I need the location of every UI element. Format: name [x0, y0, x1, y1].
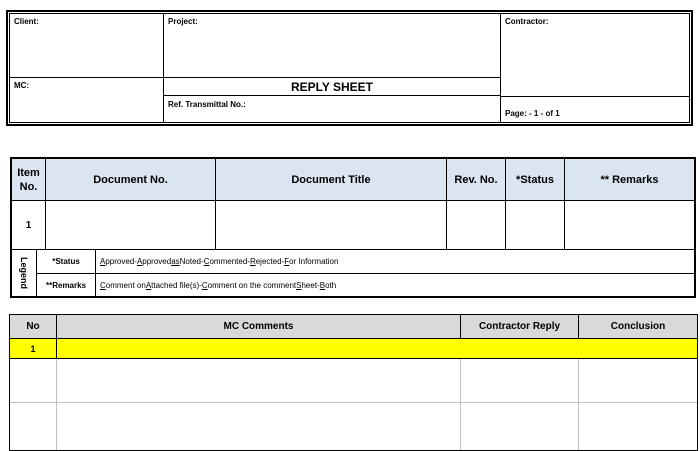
legend-remarks-initial: B [319, 280, 326, 290]
client-label: Client: [14, 17, 39, 26]
col-header-rev-no: Rev. No. [447, 159, 506, 201]
comment-row-2-contractor-reply[interactable] [461, 359, 579, 403]
comment-row-2-mc-comment[interactable] [57, 359, 461, 403]
legend-remarks-text: ttached file(s) [151, 280, 200, 290]
comment-row-2-no[interactable] [10, 359, 57, 403]
status-cell[interactable] [506, 201, 565, 250]
col-header-document-title: Document Title [216, 159, 447, 201]
item-no-cell[interactable]: 1 [12, 201, 46, 250]
transmittal-label: Ref. Transmittal No.: [168, 100, 246, 109]
legend-status-text: ejected [255, 257, 282, 266]
remarks-cell[interactable] [565, 201, 694, 250]
legend-status-text: pproved [142, 257, 172, 266]
comment-row-2-conclusion[interactable] [579, 359, 697, 403]
col-header-item-no: Item No. [12, 159, 46, 201]
legend-remarks-initial: C [100, 280, 106, 290]
legend-remarks-separator: - [317, 280, 320, 290]
legend-label: Legend [19, 256, 30, 290]
legend-label-cell [12, 250, 37, 296]
mc-label: MC: [14, 81, 30, 90]
col-header-contractor-reply: Contractor Reply [461, 315, 579, 339]
document-items-table [10, 157, 696, 298]
legend-remarks-initial: S [296, 280, 302, 290]
page-of: of [545, 109, 554, 118]
document-no-cell[interactable] [46, 201, 216, 250]
comment-row-3-conclusion[interactable] [579, 403, 697, 450]
col-header-status: *Status [506, 159, 565, 201]
legend-remarks-text: omment on [105, 280, 146, 290]
page-current: - 1 - [529, 109, 544, 118]
sheet-title: REPLY SHEET [290, 79, 374, 94]
legend-remarks-text: heet [301, 280, 318, 290]
legend-remarks-initial: A [145, 280, 152, 290]
legend-status-initial: C [203, 257, 210, 266]
col-header-remarks: ** Remarks [565, 159, 694, 201]
col-header-mc-comments: MC Comments [57, 315, 461, 339]
legend-remarks-separator: - [199, 280, 202, 290]
legend-status-separator: - [281, 257, 285, 266]
comment-row-3-mc-comment[interactable] [57, 403, 461, 450]
contractor-label: Contractor: [505, 17, 549, 26]
comment-row-3-no[interactable] [10, 403, 57, 450]
header-block [9, 13, 690, 123]
legend-status-values [96, 250, 694, 274]
page-indicator [505, 109, 560, 118]
legend-status-key: *Status [37, 250, 96, 274]
page-total: 1 [555, 109, 560, 118]
legend-status-initial: R [249, 257, 256, 266]
comment-row-1-mc-comment[interactable] [57, 339, 697, 359]
col-header-document-no: Document No. [46, 159, 216, 201]
col-header-conclusion: Conclusion [579, 315, 697, 339]
legend-status-initial: as [171, 257, 180, 266]
legend-status-text: ommented [209, 257, 248, 266]
legend-status-separator: - [201, 257, 204, 266]
legend-status-separator: - [247, 257, 250, 266]
legend-status-text: Noted [179, 257, 202, 266]
legend-status-initial: F [284, 257, 290, 266]
legend-status-initial: A [100, 257, 106, 266]
page-label: Page: [505, 109, 527, 118]
legend-remarks-text: omment on the comment [207, 280, 297, 290]
legend-status-text: pproved [105, 257, 135, 266]
comments-table [9, 314, 698, 451]
comment-row-1-no[interactable]: 1 [10, 339, 57, 359]
document-title-cell[interactable] [216, 201, 447, 250]
legend-remarks-key: **Remarks [37, 274, 96, 296]
rev-no-cell[interactable] [447, 201, 506, 250]
legend-status-text: or Information [289, 257, 339, 266]
legend-status-separator: - [134, 257, 137, 266]
col-header-no: No [10, 315, 57, 339]
legend-remarks-values [96, 274, 694, 296]
legend-remarks-initial: C [201, 280, 208, 290]
project-label: Project: [168, 17, 198, 26]
comment-row-3-contractor-reply[interactable] [461, 403, 579, 450]
legend-remarks-text: oth [325, 280, 337, 290]
legend-status-initial: A [136, 257, 143, 266]
